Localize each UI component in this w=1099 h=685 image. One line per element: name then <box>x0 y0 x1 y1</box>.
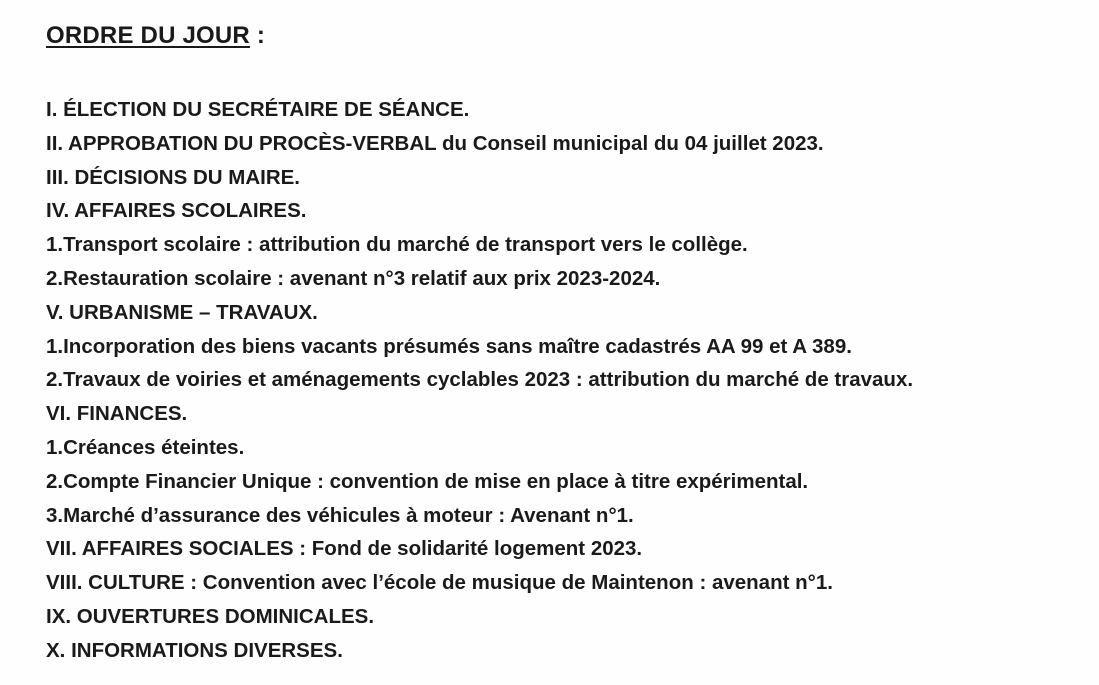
page-title <box>46 22 265 50</box>
agenda-subitem-6-1: 1.Créances éteintes. <box>46 435 245 459</box>
agenda-subitem-5-2: 2.Travaux de voiries et aménagements cyclables 2023 : attribution du marché de travaux. <box>46 368 914 392</box>
agenda-list <box>46 93 1091 668</box>
agenda-subitem-6-3: 3.Marché d’assurance des véhicules à moteur : Avenant n°1. <box>46 503 634 527</box>
page-title-suffix: : <box>249 22 266 49</box>
agenda-item-7: VII. AFFAIRES SOCIALES : Fond de solidarité logement 2023. <box>46 537 643 561</box>
page-title-underlined: ORDRE DU JOUR <box>46 22 250 49</box>
agenda-item-1: I. ÉLECTION DU SECRÉTAIRE DE SÉANCE. <box>46 98 470 121</box>
agenda-item-2: II. APPROBATION DU PROCÈS-VERBAL du Conseil municipal du 04 juillet 2023. <box>46 131 824 155</box>
agenda-item-3: III. DÉCISIONS DU MAIRE. <box>46 165 300 189</box>
agenda-subitem-4-2: 2.Restauration scolaire : avenant n°3 relatif aux prix 2023-2024. <box>46 266 661 290</box>
agenda-subitem-6-2: 2.Compte Financier Unique : convention de mise en place à titre expérimental. <box>46 469 809 493</box>
agenda-subitem-5-1: 1.Incorporation des biens vacants présumés sans maître cadastrés AA 99 et A 389. <box>46 334 852 358</box>
agenda-item-4: IV. AFFAIRES SCOLAIRES. <box>46 199 307 223</box>
agenda-item-8: VIII. CULTURE : Convention avec l’école de musique de Maintenon : avenant n°1. <box>46 571 833 595</box>
agenda-subitem-4-1: 1.Transport scolaire : attribution du marché de transport vers le collège. <box>46 233 748 257</box>
agenda-item-10: X. INFORMATIONS DIVERSES. <box>46 638 343 662</box>
agenda-item-5: V. URBANISME – TRAVAUX. <box>46 300 318 324</box>
agenda-item-6: VI. FINANCES. <box>46 402 188 426</box>
agenda-item-9: IX. OUVERTURES DOMINICALES. <box>46 604 375 628</box>
